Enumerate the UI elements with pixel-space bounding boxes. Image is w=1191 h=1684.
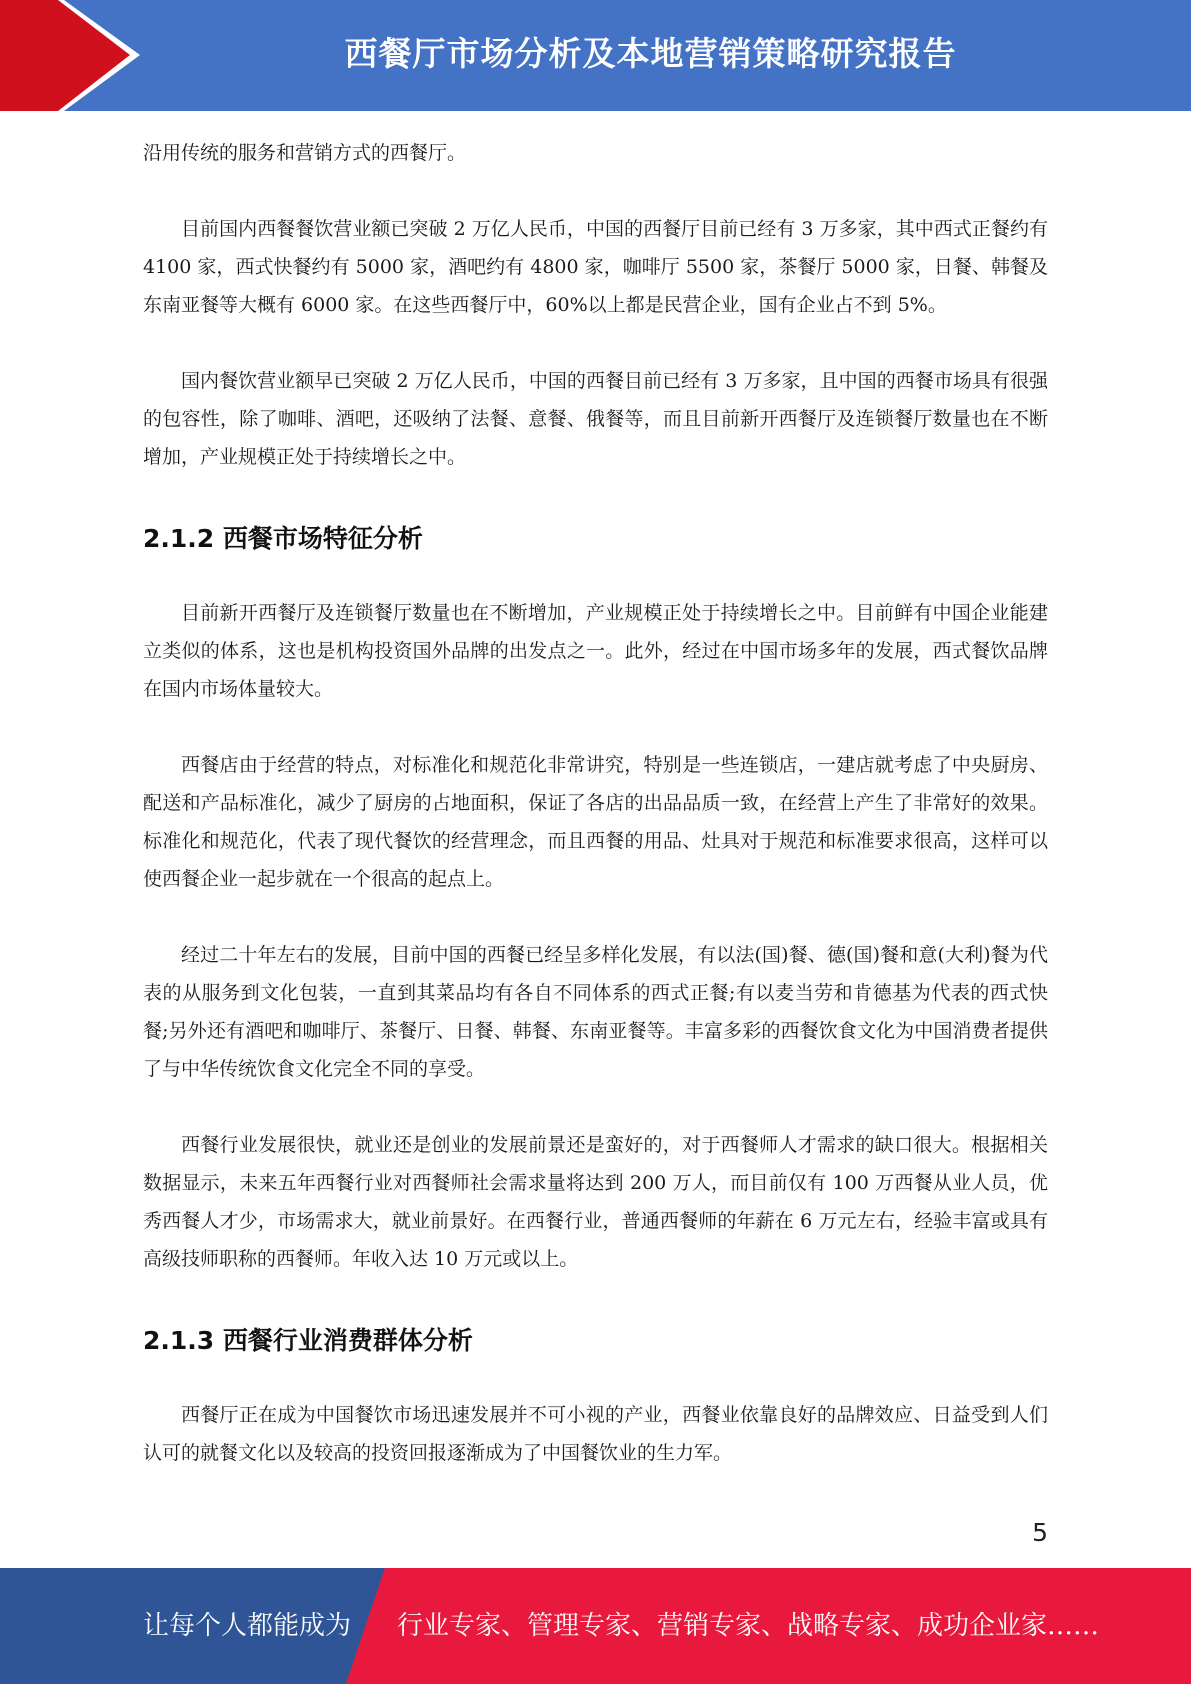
page-footer <box>0 1568 1191 1684</box>
paragraph-continuation: 沿用传统的服务和营销方式的西餐厅。 <box>143 142 467 164</box>
paragraph-employment: 西餐行业发展很快，就业还是创业的发展前景还是蛮好的，对于西餐师人才需求的缺口很大。根据相关数据显示，未来五年西餐行业对西餐师社会需求量将达到 200 万人，而目前仅有 100 万西餐从业人员，优秀西餐人才少，市场需求大，就业前景好。在西餐行业，普通西餐师的年薪在 6 万元左右，经验丰富或具有高级技师职称的西餐师。年收入达 10 万元或以上。 <box>143 1134 1048 1270</box>
document-body <box>143 134 1048 1472</box>
paragraph-market-size: 目前国内西餐餐饮营业额已突破 2 万亿人民币，中国的西餐厅目前已经有 3 万多家，其中西式正餐约有 4100 家，西式快餐约有 5000 家，酒吧约有 4800 家，咖啡厅 5500 家，茶餐厅 5000 家，日餐、韩餐及东南亚餐等大概有 6000 家。在这些西餐厅中，60%以上都是民营企业，国有企业占不到 5%。 <box>143 218 1048 316</box>
report-title: 西餐厅市场分析及本地营销策略研究报告 <box>344 34 957 73</box>
page-header <box>0 0 1191 111</box>
section-heading-2-1-3: 2.1.3 西餐行业消费群体分析 <box>143 1326 473 1355</box>
paragraph-diversification: 经过二十年左右的发展，目前中国的西餐已经呈多样化发展，有以法(国)餐、德(国)餐和意(大利)餐为代表的从服务到文化包装，一直到其菜品均有各自不同体系的西式正餐;有以麦当劳和肯德基为代表的西式快餐;另外还有酒吧和咖啡厅、茶餐厅、日餐、韩餐、东南亚餐等。丰富多彩的西餐饮食文化为中国消费者提供了与中华传统饮食文化完全不同的享受。 <box>143 944 1048 1080</box>
footer-slogan-right: 行业专家、管理专家、营销专家、战略专家、成功企业家…… <box>397 1611 1100 1641</box>
header-arrow-icon <box>0 0 150 111</box>
paragraph-standardization: 西餐店由于经营的特点，对标准化和规范化非常讲究，特别是一些连锁店，一建店就考虑了中央厨房、配送和产品标准化，减少了厨房的占地面积，保证了各店的出品品质一致，在经营上产生了非常好的效果。标准化和规范化，代表了现代餐饮的经营理念，而且西餐的用品、灶具对于规范和标准要求很高，这样可以使西餐企业一起步就在一个很高的起点上。 <box>143 754 1048 890</box>
paragraph-market-inclusiveness: 国内餐饮营业额早已突破 2 万亿人民币，中国的西餐目前已经有 3 万多家，且中国的西餐市场具有很强的包容性，除了咖啡、酒吧，还吸纳了法餐、意餐、俄餐等，而且目前新开西餐厅及连锁餐厅数量也在不断增加，产业规模正处于持续增长之中。 <box>143 370 1048 468</box>
page-number: 5 <box>1032 1518 1048 1547</box>
paragraph-consumer-groups: 西餐厅正在成为中国餐饮市场迅速发展并不可小视的产业，西餐业依靠良好的品牌效应、日益受到人们认可的就餐文化以及较高的投资回报逐渐成为了中国餐饮业的生力军。 <box>143 1404 1048 1464</box>
section-heading-2-1-2: 2.1.2 西餐市场特征分析 <box>143 524 423 553</box>
paragraph-market-features: 目前新开西餐厅及连锁餐厅数量也在不断增加，产业规模正处于持续增长之中。目前鲜有中国企业能建立类似的体系，这也是机构投资国外品牌的出发点之一。此外，经过在中国市场多年的发展，西式餐饮品牌在国内市场体量较大。 <box>143 602 1048 700</box>
footer-slogan-left: 让每个人都能成为 <box>143 1611 352 1641</box>
